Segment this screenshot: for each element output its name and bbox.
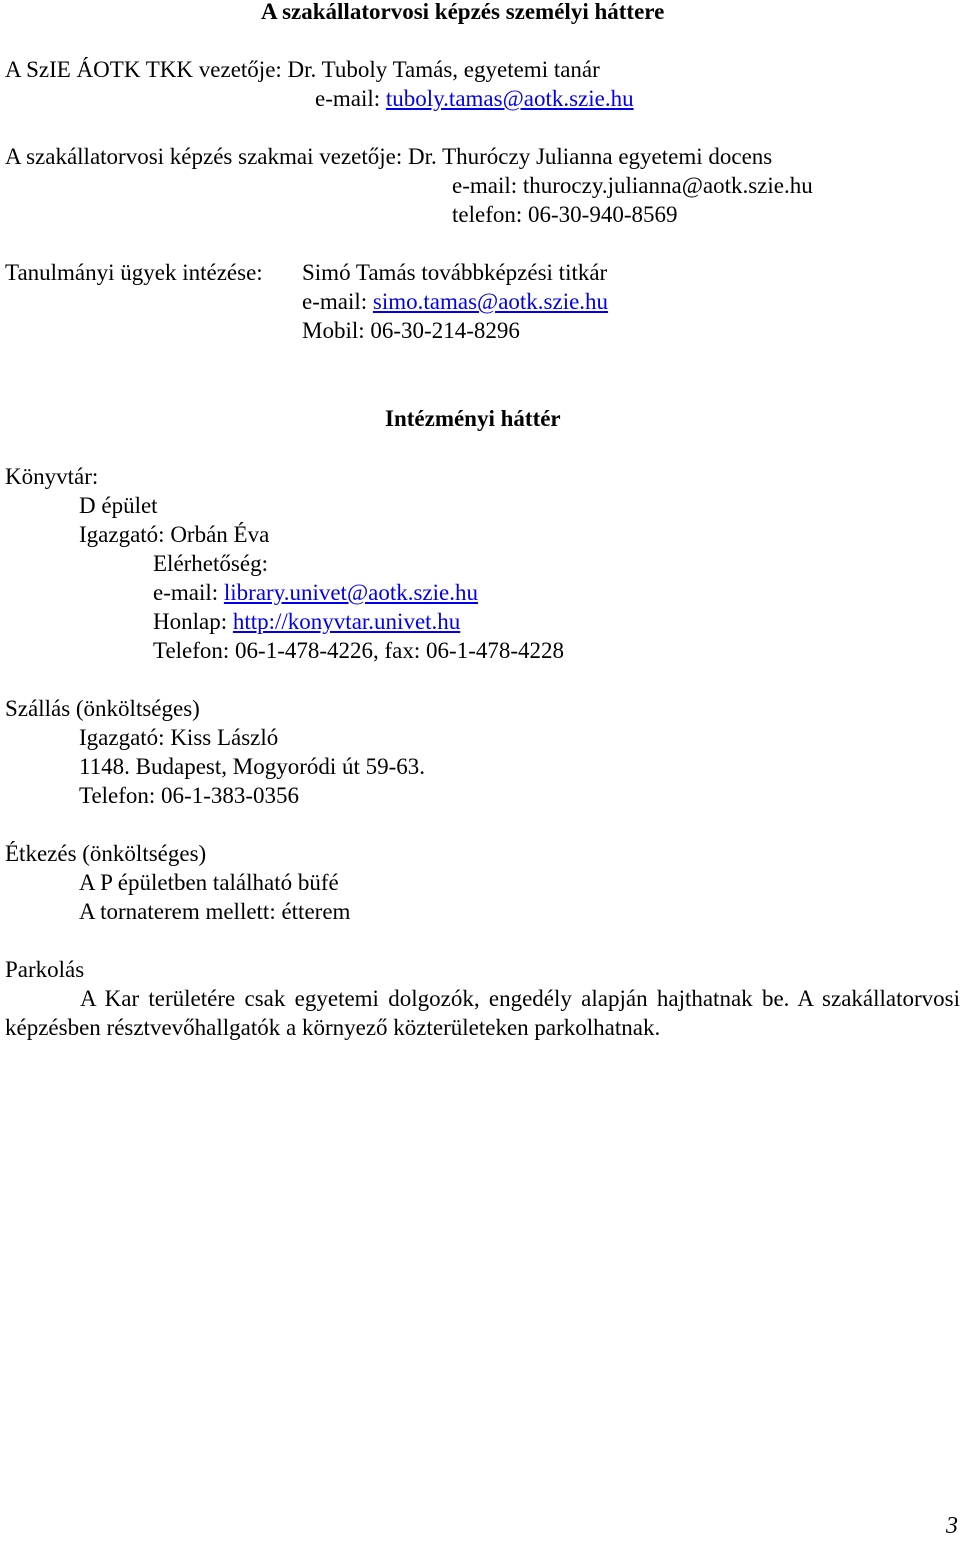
library-web-link[interactable]: http://konyvtar.univet.hu [232,609,461,634]
studies-email-link[interactable]: simo.tamas@aotk.szie.hu [372,289,609,314]
dining-line-2: A tornaterem mellett: étterem [79,899,351,924]
studies-mobile: Mobil: 06-30-214-8296 [302,318,520,343]
tkk-head-email-line [315,84,634,113]
studies-label: Tanulmányi ügyek intézése: [5,260,263,285]
accommodation-heading: Szállás (önköltséges) [5,696,200,721]
accommodation-director: Igazgató: Kiss László [79,725,279,750]
library-building: D épület [79,493,158,518]
library-web-line [153,607,460,636]
parking-heading: Parkolás [5,957,85,982]
library-email-line [153,578,478,607]
email-prefix: e-mail: [315,86,386,111]
web-prefix: Honlap: [153,609,233,634]
tkk-head-email-link[interactable]: tuboly.tamas@aotk.szie.hu [385,86,634,111]
library-director: Igazgató: Orbán Éva [79,522,270,547]
library-email-link[interactable]: library.univet@aotk.szie.hu [223,580,478,605]
studies-name: Simó Tamás továbbképzési titkár [302,260,608,285]
accommodation-address: 1148. Budapest, Mogyoródi út 59-63. [79,754,426,779]
dining-line-1: A P épületben található büfé [79,870,339,895]
prof-lead-line: A szakállatorvosi képzés szakmai vezetője: Dr. Thuróczy Julianna egyetemi docens [5,144,773,169]
accommodation-phone: Telefon: 06-1-383-0356 [79,783,300,808]
parking-text: A Kar területére csak egyetemi dolgozók, engedély alapján hajthatnak be. A szakállatorvosi képzésben résztvevőhallgatók a környező közterületeken parkolhatnak. [5,986,960,1040]
parking-paragraph [5,984,960,1042]
tkk-head-line: A SzIE ÁOTK TKK vezetője: Dr. Tuboly Tamás, egyetemi tanár [5,57,600,82]
dining-heading: Étkezés (önköltséges) [5,841,207,866]
email-prefix: e-mail: [153,580,224,605]
prof-lead-phone: telefon: 06-30-940-8569 [452,202,678,227]
library-contact-label: Elérhetőség: [153,551,268,576]
studies-email-line [302,287,608,316]
page-number: 3 [946,1513,958,1539]
email-prefix: e-mail: [302,289,373,314]
section-title-personal: A szakállatorvosi képzés személyi háttere [261,0,665,24]
library-heading: Könyvtár: [5,464,99,489]
prof-lead-email: e-mail: thuroczy.julianna@aotk.szie.hu [452,173,813,198]
section-title-institutional: Intézményi háttér [385,406,561,431]
library-phone: Telefon: 06-1-478-4226, fax: 06-1-478-4228 [153,638,565,663]
